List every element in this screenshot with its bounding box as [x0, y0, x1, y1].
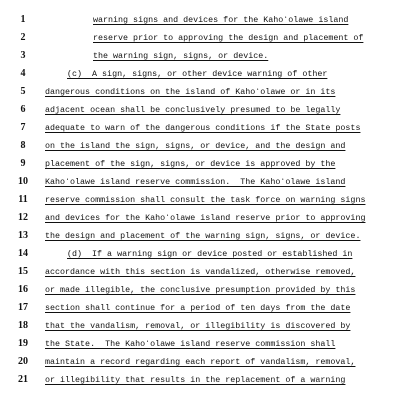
line-number: 12	[18, 212, 28, 223]
text-line	[0, 156, 400, 174]
line-text: or illegibility that results in the replacement of a warning	[45, 375, 346, 385]
text-line	[0, 282, 400, 300]
line-number: 11	[18, 194, 28, 205]
line-number: 10	[18, 176, 28, 187]
line-text: warning signs and devices for the Kahoʻolawe island	[93, 15, 349, 25]
text-line	[0, 138, 400, 156]
line-text: on the island the sign, signs, or device, and the design and	[45, 141, 346, 151]
line-number: 14	[18, 248, 28, 259]
line-text: reserve commission shall consult the task force on warning signs	[45, 195, 366, 205]
text-line	[0, 300, 400, 318]
line-number: 5	[20, 86, 26, 97]
line-number: 19	[18, 338, 28, 349]
line-number: 7	[20, 122, 26, 133]
line-number: 17	[18, 302, 28, 313]
line-number: 16	[18, 284, 28, 295]
line-text: section shall continue for a period of ten days from the date	[45, 303, 351, 313]
text-line	[0, 372, 400, 390]
line-text: accordance with this section is vandalized, otherwise removed,	[45, 267, 356, 277]
text-line	[0, 354, 400, 372]
line-text: the warning sign, signs, or device.	[93, 51, 269, 61]
line-text: Kahoʻolawe island reserve commission. The Kahoʻolawe island	[45, 177, 346, 187]
text-line	[0, 246, 400, 264]
text-line	[0, 210, 400, 228]
text-line	[0, 228, 400, 246]
line-number: 8	[20, 140, 26, 151]
line-number: 21	[18, 374, 28, 385]
line-number: 9	[20, 158, 26, 169]
line-text: that the vandalism, removal, or illegibility is discovered by	[45, 321, 351, 331]
line-text: or made illegible, the conclusive presumption provided by this	[45, 285, 356, 295]
line-text: (d) If a warning sign or device posted or established in	[67, 249, 353, 259]
text-line	[0, 48, 400, 66]
line-text: placement of the sign, signs, or device is approved by the	[45, 159, 336, 169]
text-line	[0, 120, 400, 138]
text-line	[0, 192, 400, 210]
text-line	[0, 264, 400, 282]
text-line	[0, 30, 400, 48]
text-line	[0, 318, 400, 336]
text-line	[0, 12, 400, 30]
line-text: (c) A sign, signs, or other device warning of other	[67, 69, 328, 79]
line-number: 18	[18, 320, 28, 331]
line-number: 6	[20, 104, 26, 115]
line-number: 3	[20, 50, 26, 61]
text-line	[0, 66, 400, 84]
text-line	[0, 174, 400, 192]
line-number: 4	[20, 68, 26, 79]
line-number: 15	[18, 266, 28, 277]
text-line	[0, 336, 400, 354]
line-number: 1	[20, 14, 26, 25]
line-text: the State. The Kahoʻolawe island reserve commission shall	[45, 339, 336, 349]
line-text: and devices for the Kahoʻolawe island reserve prior to approving	[45, 213, 366, 223]
text-line	[0, 102, 400, 120]
line-number: 13	[18, 230, 28, 241]
line-text: adjacent ocean shall be conclusively presumed to be legally	[45, 105, 341, 115]
line-text: adequate to warn of the dangerous conditions if the State posts	[45, 123, 361, 133]
text-line	[0, 84, 400, 102]
line-text: the design and placement of the warning sign, signs, or device.	[45, 231, 361, 241]
line-text: maintain a record regarding each report of vandalism, removal,	[45, 357, 356, 367]
line-number: 2	[20, 32, 26, 43]
line-text: dangerous conditions on the island of Kahoʻolawe or in its	[45, 87, 336, 97]
line-number: 20	[18, 356, 28, 367]
line-text: reserve prior to approving the design and placement of	[93, 33, 364, 43]
